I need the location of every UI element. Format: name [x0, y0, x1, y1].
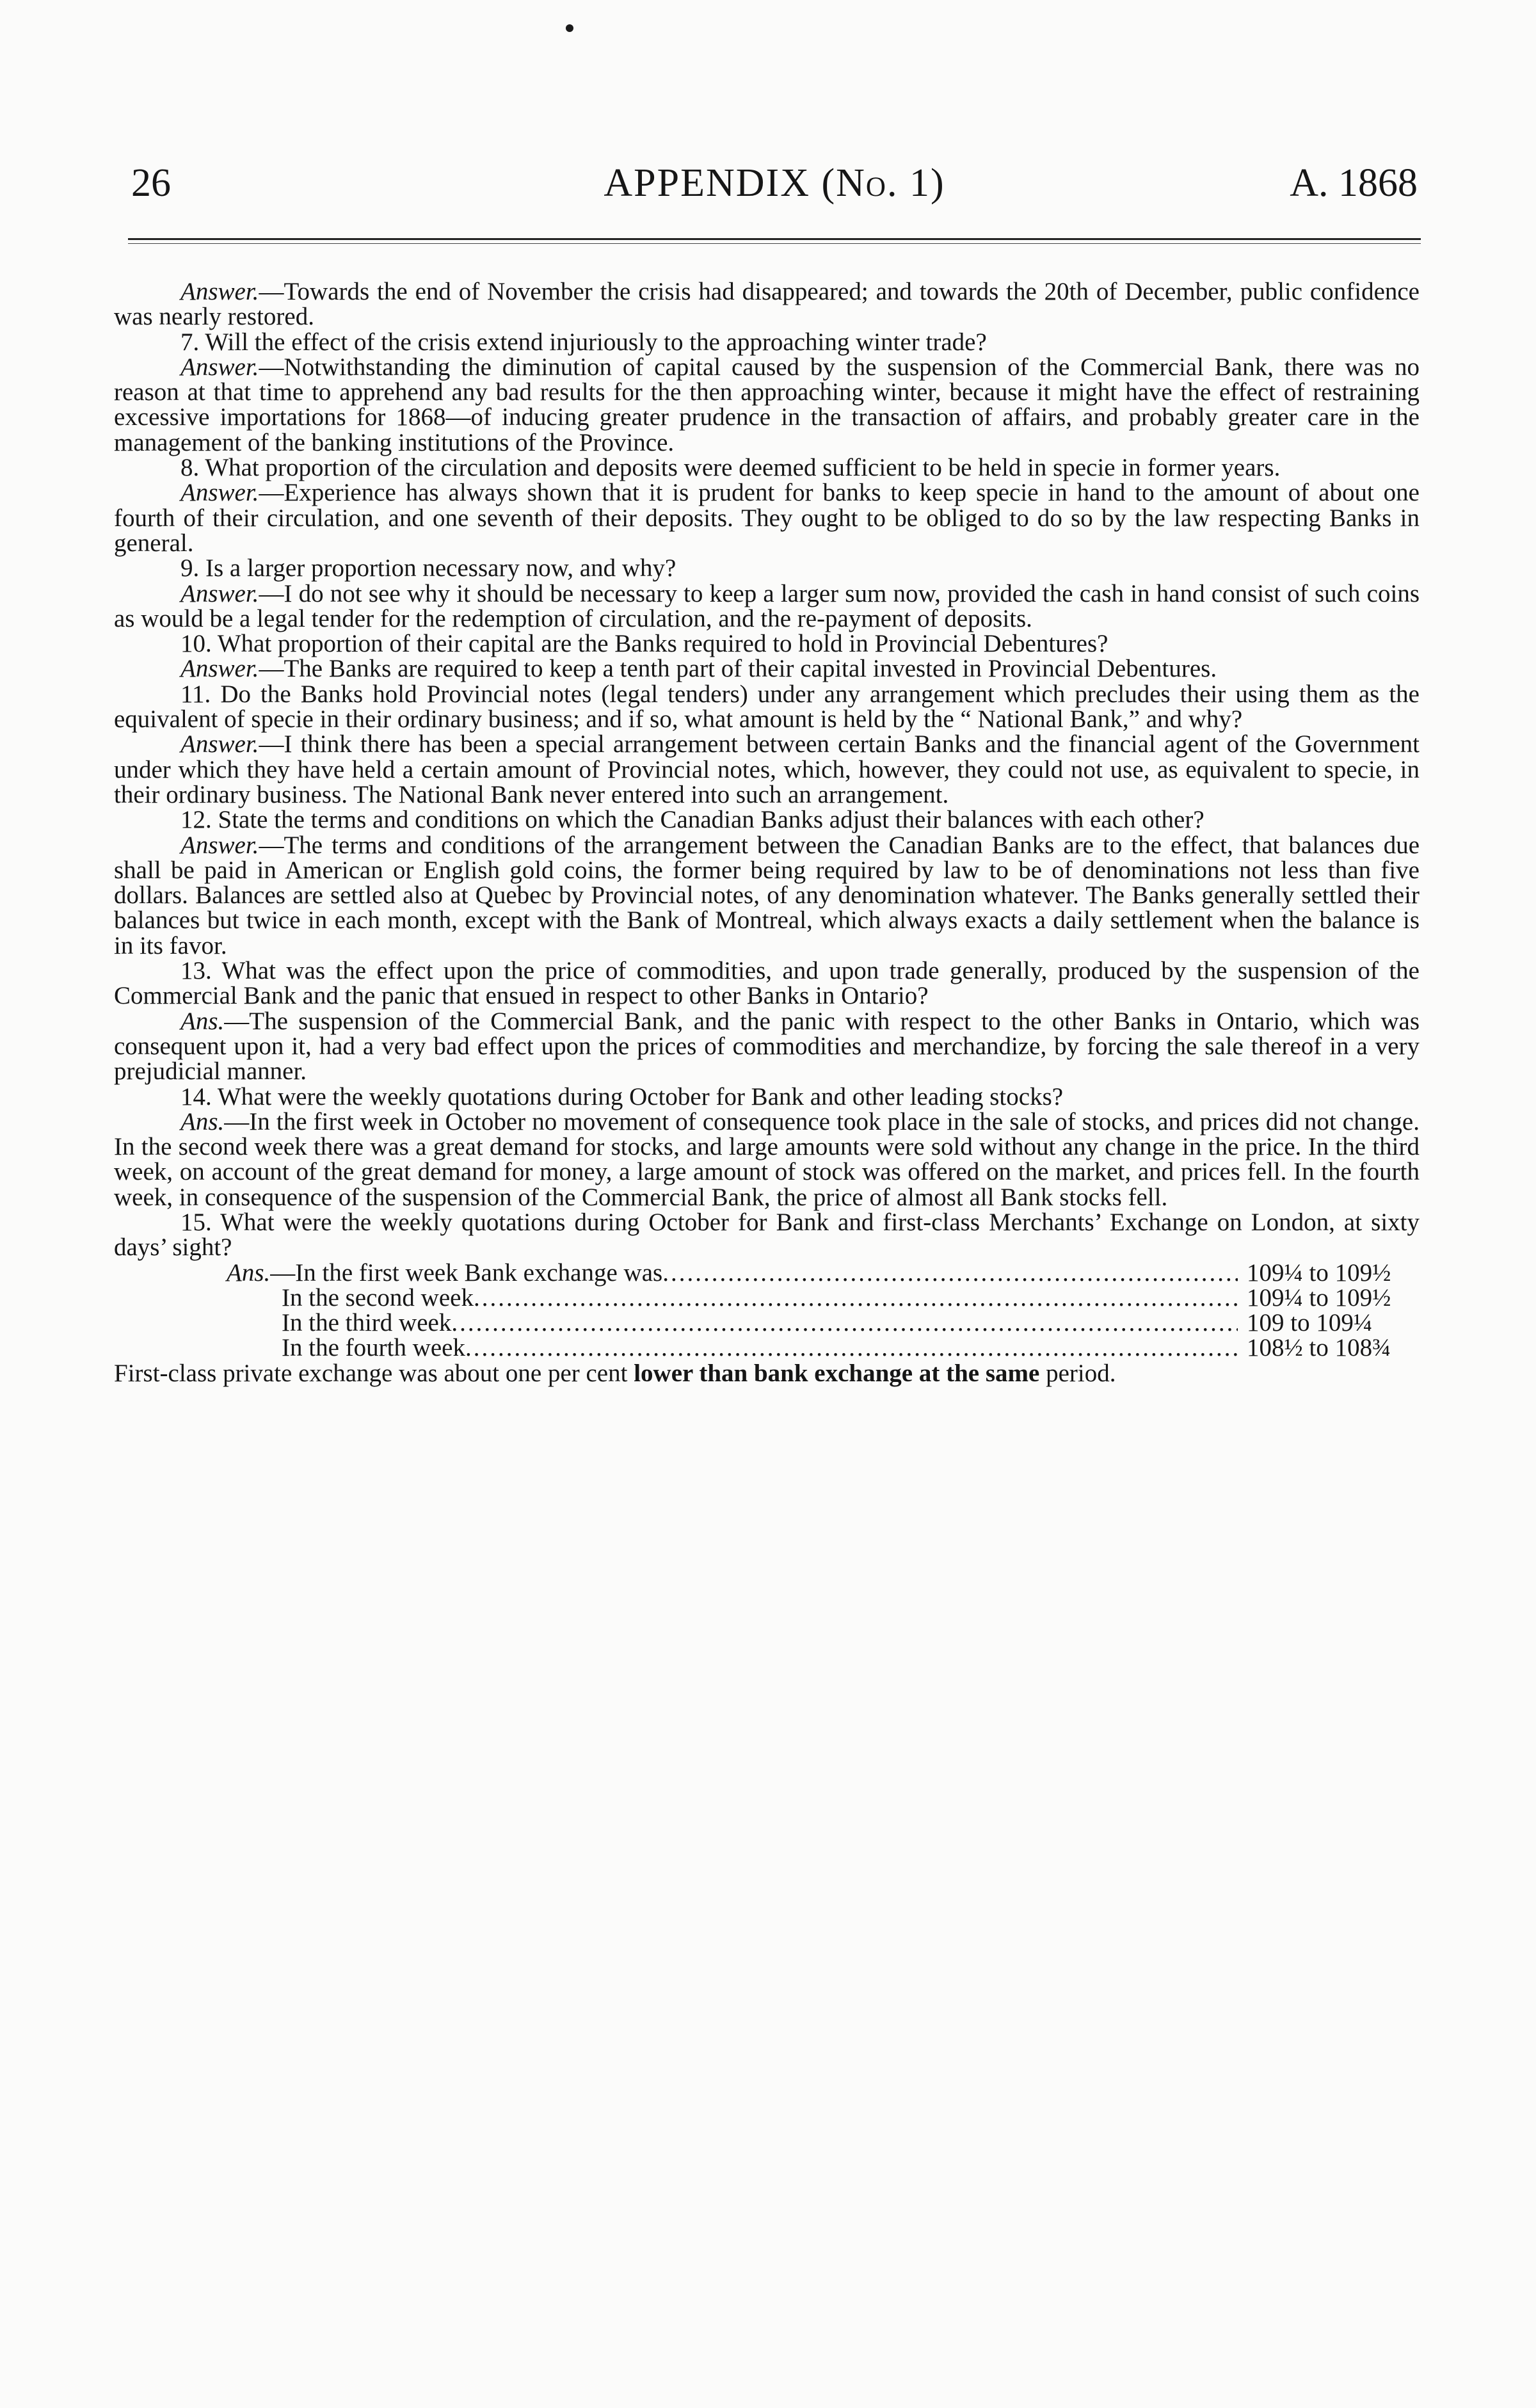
leader-dots [662, 1260, 1238, 1285]
page-number: 26 [131, 161, 171, 205]
quotation-week: In the fourth week [282, 1334, 465, 1362]
question-paragraph: 12. State the terms and conditions on which the Canadian Banks adjust their balances with each other? [180, 806, 1204, 834]
question-paragraph: 7. Will the effect of the crisis extend injuriously to the approaching winter trade? [180, 328, 987, 356]
quotation-table [114, 1260, 1420, 1361]
page-title: APPENDIX (No. 1) [604, 161, 945, 205]
quotation-range: 109¼ to 109½ [1247, 1283, 1391, 1312]
quotation-range: 108½ to 108¾ [1247, 1334, 1391, 1362]
closing-paragraph: First-class private exchange was about one per cent lower than bank exchange at the same period. [114, 1359, 1116, 1387]
answer-paragraph: Answer.—I think there has been a special arrangement between certain Banks and the financial agent of the Government under which they have held a certain amount of Provincial notes, which, however, they could not use, as equivalent to specie, in their ordinary business. The National Bank never entered into such an arrangement. [114, 730, 1420, 808]
answer-label: Ans. [227, 1258, 271, 1287]
answer-paragraph: Answer.—Notwithstanding the diminution of capital caused by the suspension of the Commercial Bank, there was no reason at that time to apprehend any bad results for the then approaching winter, because it might have the effect of restraining excessive importations for 1868—of inducing greater prudence in the transaction of affairs, and probably greater care in the management of the banking institutions of the Province. [114, 353, 1420, 456]
leader-dots [465, 1335, 1238, 1360]
question-paragraph: 15. What were the weekly quotations during October for Bank and first-class Merchants’ Exchange on London, at sixty days’ sight? [114, 1208, 1420, 1262]
document-body [114, 279, 1420, 1386]
quotation-range: 109¼ to 109½ [1247, 1258, 1391, 1287]
header-year: A. 1868 [1290, 161, 1418, 205]
question-paragraph: 9. Is a larger proportion necessary now, and why? [180, 554, 676, 582]
header-rule-thin [128, 243, 1421, 244]
page-header [131, 151, 1418, 215]
quotation-week: In the second week [282, 1283, 474, 1312]
leader-dots [451, 1310, 1238, 1335]
quotation-row [282, 1310, 1420, 1335]
question-paragraph: 13. What was the effect upon the price of commodities, and upon trade generally, produced by the suspension of the Commercial Bank and the panic that ensued in respect to other Banks in Ontario? [114, 957, 1420, 1010]
quotation-range: 109 to 109¼ [1247, 1309, 1373, 1337]
question-paragraph: 11. Do the Banks hold Provincial notes (legal tenders) under any arrangement which precludes their using them as the equivalent of specie in their ordinary business; and if so, what amount is held by the “ National Bank,” and why? [114, 680, 1420, 734]
header-rule [128, 238, 1421, 240]
question-paragraph: 14. What were the weekly quotations during October for Bank and other leading stocks? [180, 1082, 1064, 1111]
quotation-row [227, 1260, 1420, 1285]
question-paragraph: 10. What proportion of their capital are the Banks required to hold in Provincial Debentures? [180, 630, 1108, 658]
quotation-week: In the third week [282, 1309, 452, 1337]
answer-paragraph: Answer.—Towards the end of November the crisis had disappeared; and towards the 20th of December, public confidence was nearly restored. [114, 278, 1420, 331]
answer-paragraph: Answer.—I do not see why it should be necessary to keep a larger sum now, provided the cash in hand consist of such coins as would be a legal tender for the redemption of circulation, and the re-payment of deposits. [114, 579, 1420, 632]
quotation-week: —In the first week Bank exchange was [270, 1258, 663, 1287]
answer-paragraph: Answer.—The Banks are required to keep a tenth part of their capital invested in Provincial Debentures. [180, 655, 1217, 683]
answer-paragraph: Answer.—Experience has always shown that it is prudent for banks to keep specie in hand to the amount of about one fourth of their circulation, and one seventh of their deposits. They ought to be obliged to do so by the law respecting Banks in general. [114, 479, 1420, 557]
answer-paragraph: Answer.—The terms and conditions of the arrangement between the Canadian Banks are to the effect, that balances due shall be paid in American or English gold coins, the former being required by law to be of denominations not less than five dollars. Balances are settled also at Quebec by Provincial notes, of any denomination whatever. The Banks generally settled their balances but twice in each month, except with the Bank of Montreal, which always exacts a daily settlement when the balance is in its favor. [114, 831, 1420, 959]
question-paragraph: 8. What proportion of the circulation and deposits were deemed sufficient to be held in specie in former years. [180, 454, 1281, 482]
quotation-row [282, 1335, 1420, 1360]
ink-speck [566, 24, 573, 32]
answer-paragraph: Ans.—The suspension of the Commercial Bank, and the panic with respect to the other Banks in Ontario, which was consequent upon it, had a very bad effect upon the prices of commodities and merchandize, by forcing the sale thereof in a very prejudicial manner. [114, 1007, 1420, 1086]
answer-paragraph: Ans.—In the first week in October no movement of consequence took place in the sale of stocks, and prices did not change. In the second week there was a great demand for stocks, and large amounts were sold without any change in the price. In the third week, on account of the great demand for money, a large amount of stock was offered on the market, and prices fell. In the fourth week, in consequence of the suspension of the Commercial Bank, the price of almost all Bank stocks fell. [114, 1107, 1420, 1211]
leader-dots [474, 1285, 1238, 1310]
quotation-row [282, 1285, 1420, 1310]
